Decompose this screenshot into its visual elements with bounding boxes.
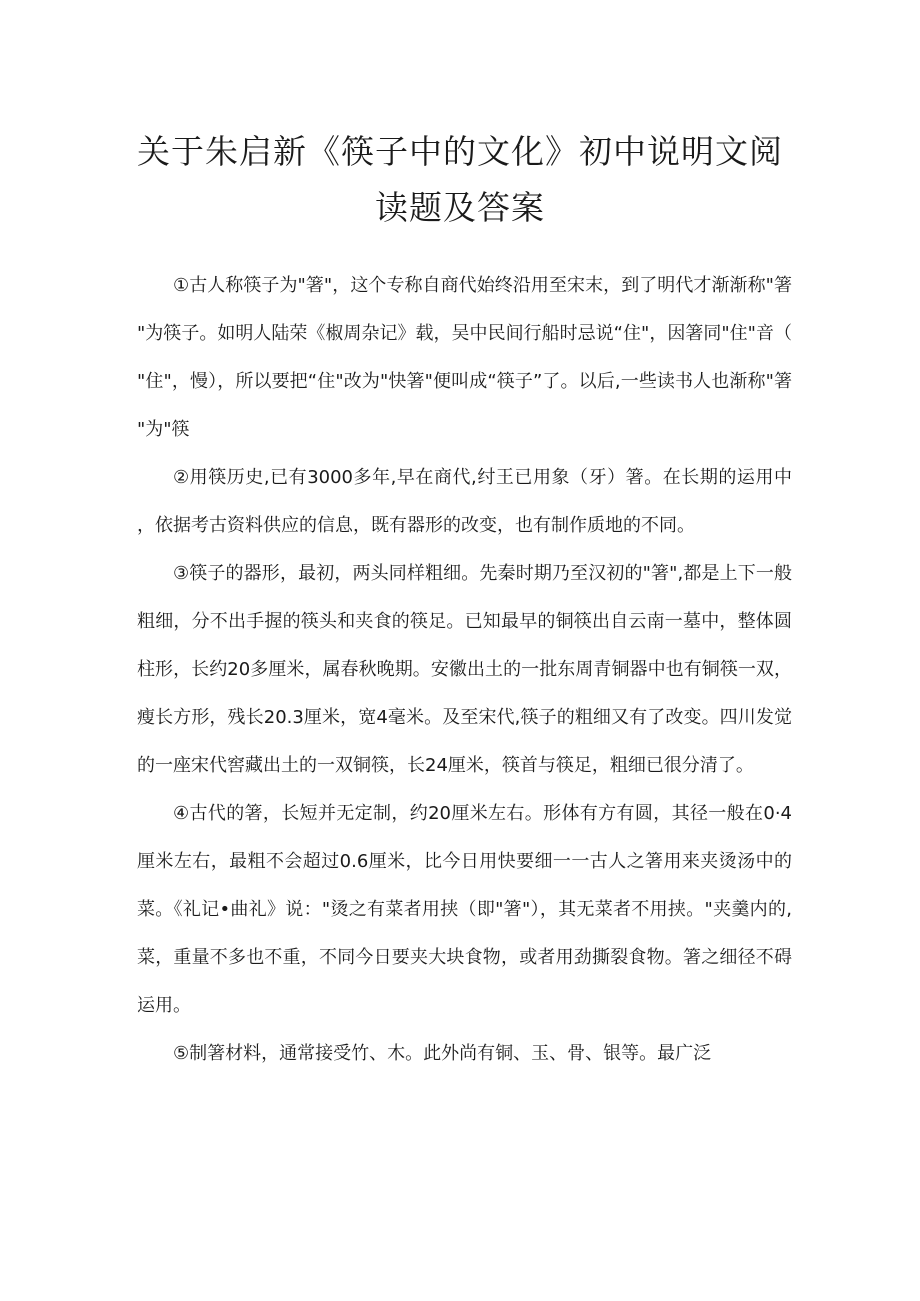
title-line-1: 关于朱启新《筷子中的文化》初中说明文阅 bbox=[137, 132, 783, 171]
title-line-2: 读题及答案 bbox=[375, 188, 545, 227]
paragraph-2: ②用筷历史,已有3000多年,早在商代,纣王已用象（牙）箸。在长期的运用中，依据考古资料供应的信息，既有器形的改变，也有制作质地的不同。 bbox=[137, 467, 792, 536]
paragraph-5: ⑤制箸材料，通常接受竹、木。此外尚有铜、玉、骨、银等。最广泛 bbox=[173, 1043, 712, 1064]
paragraph-4: ④古代的箸，长短并无定制，约20厘米左右。形体有方有圆，其径一般在0·4厘米左右，最粗不会超过0.6厘米，比今日用快要细一一古人之箸用来夹烫汤中的菜。《礼记•曲礼》说："烫之有菜者用挟（即"箸"），其无菜者不用挟。"夹羹内的,菜，重量不多也不重，不同今日要夹大块食物，或者用劲撕裂食物。箸之细径不碍运用。 bbox=[137, 803, 792, 1016]
document-title bbox=[0, 124, 920, 236]
paragraph-1: ①古人称筷子为"箸"，这个专称自商代始终沿用至宋末，到了明代才渐渐称"箸"为筷子。如明人陆荣《椒周杂记》载，吴中民间行船时忌说“住"，因箸同"住"音（"住"，慢），所以要把“住"改为"快箸"便叫成“筷子”了。以后,一些读书人也渐称"箸"为"筷 bbox=[137, 275, 792, 440]
paragraph-3: ③筷子的器形，最初，两头同样粗细。先秦时期乃至汉初的"箸",都是上下一般粗细，分不出手握的筷头和夹食的筷足。已知最早的铜筷出自云南一墓中，整体圆柱形，长约20多厘米，属春秋晚期。安徽出土的一批东周青铜器中也有铜筷一双，瘦长方形，残长20.3厘米，宽4毫米。及至宋代,筷子的粗细又有了改变。四川发觉的一座宋代窖藏出土的一双铜筷，长24厘米，筷首与筷足，粗细已很分清了。 bbox=[137, 563, 792, 776]
document-body bbox=[137, 262, 792, 1078]
